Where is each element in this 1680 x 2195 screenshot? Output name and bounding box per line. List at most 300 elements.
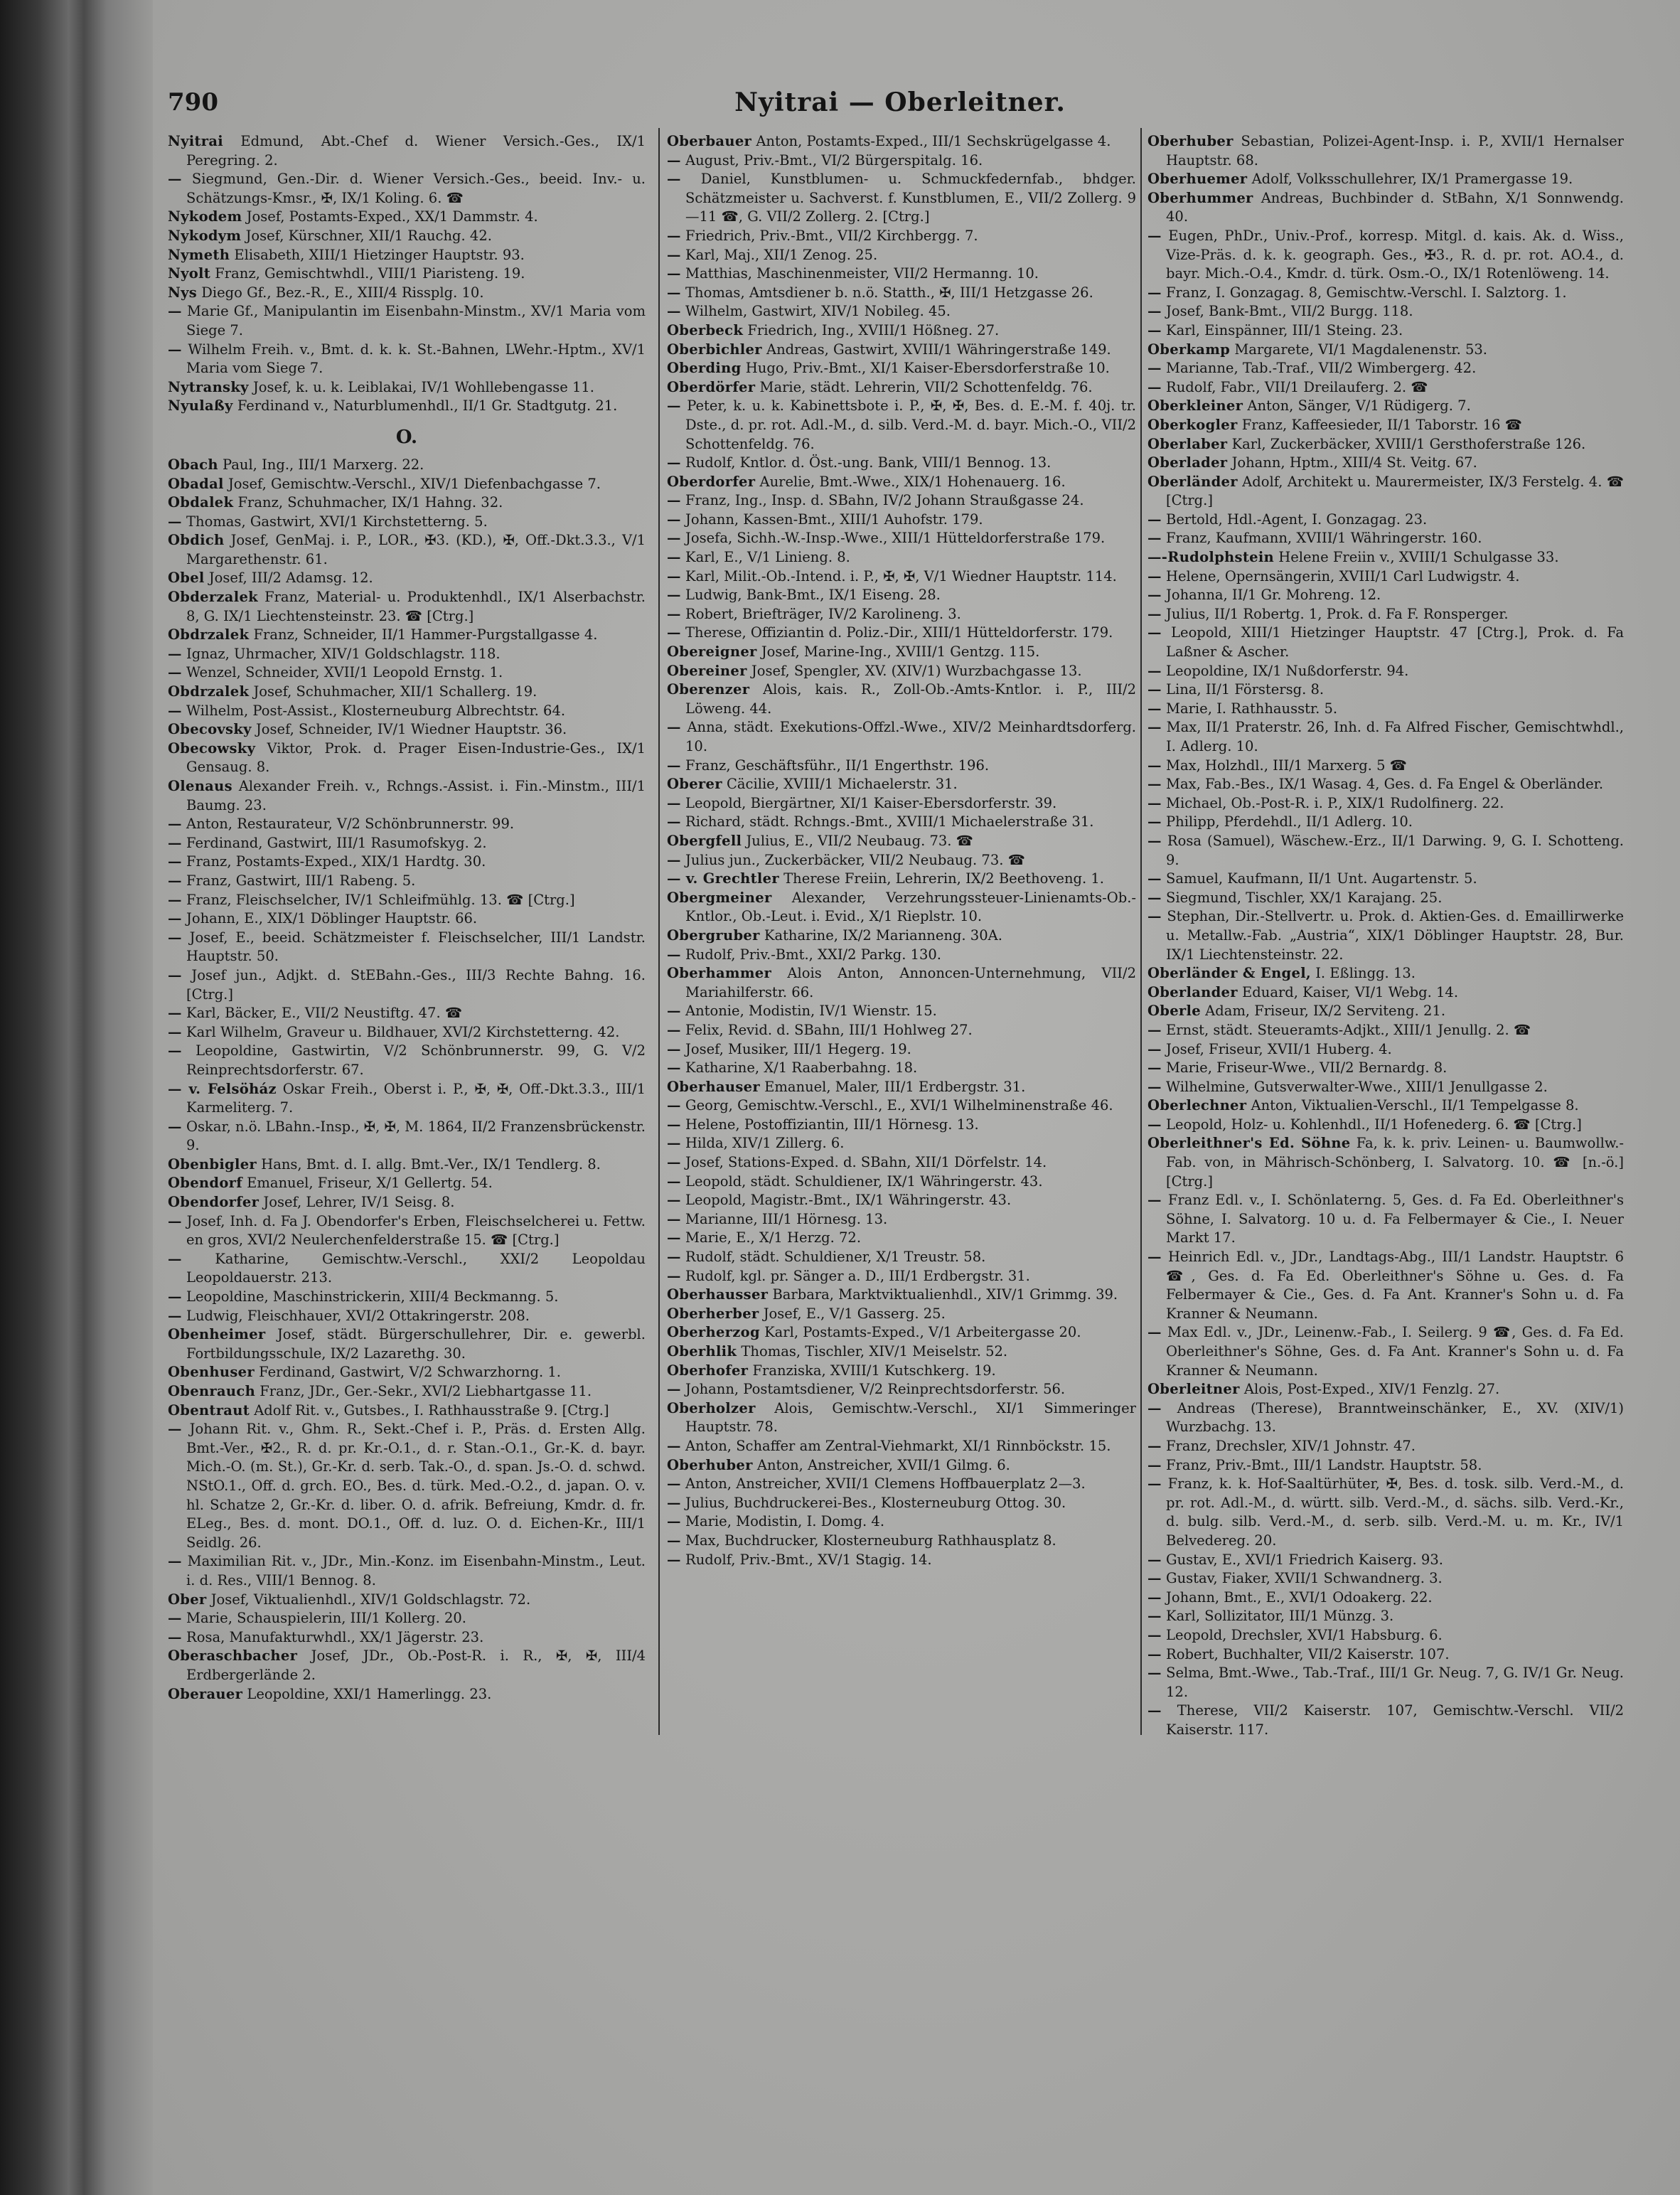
entry-surname: Oberding <box>667 360 742 377</box>
entry-details: Adolf, Volksschullehrer, IX/1 Pramergasse 19. <box>1251 171 1573 188</box>
entry-surname: — <box>1147 303 1162 320</box>
directory-entry <box>667 1002 1136 1021</box>
entry-surname: — <box>667 794 681 811</box>
directory-entry <box>667 473 1136 492</box>
directory-entry <box>667 946 1136 965</box>
entry-surname: Nykodem <box>168 208 242 225</box>
entry-surname: — <box>1147 1645 1162 1662</box>
directory-entry <box>168 1307 646 1326</box>
entry-details: Maximilian Rit. v., JDr., Min.-Konz. im Eisenbahn-Minstm., Leut. i. d. Res., VIII/1 Bennog. 8. <box>186 1553 646 1588</box>
entry-surname: — <box>667 454 681 471</box>
directory-entry <box>1147 680 1624 700</box>
entry-details: Franziska, XVIII/1 Kutschkerg. 19. <box>752 1362 996 1379</box>
entry-details: Felix, Revid. d. SBahn, III/1 Hohlweg 27. <box>685 1021 973 1038</box>
entry-surname: — <box>667 303 681 320</box>
entry-details: Marianne, Tab.-Traf., VII/2 Wimbergerg. 42. <box>1166 360 1477 377</box>
directory-entry <box>168 645 646 664</box>
entry-surname: Oberhuemer <box>1147 171 1248 188</box>
entry-details: Alexander, Verzehrungssteuer-Linienamts-Ob.-Kntlor., Ob.-Leut. i. Evid., X/1 Rieplstr. 10. <box>685 889 1136 925</box>
entry-surname: Obergmeiner <box>667 889 772 906</box>
entry-surname: Obach <box>168 456 218 473</box>
entry-details: Marianne, III/1 Hörnesg. 13. <box>685 1210 888 1227</box>
entry-details: Marie, Modistin, I. Domg. 4. <box>685 1513 885 1530</box>
directory-entry <box>667 1305 1136 1324</box>
directory-entry <box>1147 1626 1624 1645</box>
column-divider <box>658 128 660 1735</box>
directory-entry <box>667 662 1136 681</box>
entry-surname: — <box>667 757 681 774</box>
directory-entry <box>667 1116 1136 1135</box>
entry-surname: — <box>1147 587 1162 604</box>
entry-surname: Obergruber <box>667 926 760 944</box>
directory-entry <box>1147 1551 1624 1570</box>
entry-details: Viktor, Prok. d. Prager Eisen-Industrie-Ges., IX/1 Gensaug. 8. <box>186 739 646 776</box>
entry-details: Heinrich Edl. v., JDr., Landtags-Abg., III/1 Landstr. Hauptstr. 6 ☎, Ges. d. Fa Ed. Oberleithner's Söhne u. Ges. d. Fa Felbermayer & Cie., Ges. d. Fa Ant. Kranner's Sohn u. d. Fa Kranner & Neumann. <box>1166 1249 1624 1322</box>
entry-surname: — <box>168 1212 182 1229</box>
directory-entry <box>168 208 646 227</box>
entry-surname: — <box>1147 1702 1162 1719</box>
entry-surname: — <box>1147 794 1162 811</box>
entry-details: Josef, Bank-Bmt., VII/2 Burgg. 118. <box>1166 303 1413 320</box>
entry-details: Hans, Bmt. d. I. allg. Bmt.-Ver., IX/1 Tendlerg. 8. <box>261 1155 601 1173</box>
directory-entry <box>667 1191 1136 1210</box>
directory-entry <box>168 284 646 303</box>
entry-surname: — <box>1147 1665 1162 1682</box>
directory-entry <box>667 1173 1136 1192</box>
directory-entry <box>667 1286 1136 1305</box>
entry-surname: — <box>667 1381 681 1398</box>
directory-entry <box>168 513 646 532</box>
column-3 <box>1147 132 1624 1739</box>
entry-details: Wilhelmine, Gutsverwalter-Wwe., XIII/1 Jenullgasse 2. <box>1166 1078 1548 1095</box>
entry-surname: — <box>1147 889 1162 906</box>
directory-entry <box>1147 605 1624 624</box>
entry-surname: Obenrauch <box>168 1383 256 1399</box>
entry-surname: Nys <box>168 284 198 301</box>
entry-surname: Oberbauer <box>667 133 752 149</box>
entry-details: Rudolf, kgl. pr. Sänger a. D., III/1 Erdbergstr. 31. <box>685 1267 1030 1284</box>
entry-details: Josef, III/2 Adamsg. 12. <box>208 570 373 587</box>
entry-details: Johann, Bmt., E., XVI/1 Odoakerg. 22. <box>1166 1588 1433 1606</box>
entry-details: Anton, Viktualien-Verschl., II/1 Tempelgasse 8. <box>1251 1097 1579 1114</box>
entry-details: Adolf Rit. v., Gutsbes., I. Rathhausstraße 9. [Ctrg.] <box>254 1401 609 1419</box>
book-binding-edge <box>0 0 153 2195</box>
entry-details: Josef, Spengler, XV. (XIV/1) Wurzbachgasse 13. <box>751 662 1082 679</box>
entry-details: Margarete, VI/1 Magdalenenstr. 53. <box>1234 341 1487 358</box>
entry-surname: —-Rudolphstein <box>1147 549 1275 566</box>
entry-details: Rosa (Samuel), Wäschew.-Erz., II/1 Darwing. 9, G. I. Schotteng. 9. <box>1166 832 1624 868</box>
directory-entry <box>168 246 646 265</box>
directory-entry <box>1147 813 1624 832</box>
entry-surname: — <box>168 853 182 870</box>
entry-details: Therese Freiin, Lehrerin, IX/2 Beethoveng. 1. <box>783 870 1104 887</box>
directory-entry <box>1147 870 1624 889</box>
entry-surname: — <box>168 1553 182 1570</box>
directory-entry <box>1147 1380 1624 1399</box>
directory-entry <box>1147 1323 1624 1380</box>
entry-surname: Oberdörfer <box>667 378 756 395</box>
directory-entry <box>168 739 646 777</box>
entry-surname: Obdrzalek <box>168 626 250 643</box>
entry-details: Franz, Ing., Insp. d. SBahn, IV/2 Johann Straußgasse 24. <box>685 492 1084 509</box>
entry-surname: — <box>667 1475 681 1492</box>
directory-entry <box>667 1096 1136 1116</box>
entry-surname: — <box>168 1288 182 1305</box>
entry-surname: — <box>168 816 182 833</box>
entry-surname: Oberauer <box>168 1685 243 1702</box>
entry-details: Josef, E., V/1 Gasserg. 25. <box>763 1305 946 1322</box>
entry-details: Franz, I. Gonzagag. 8, Gemischtw.-Verschl. I. Salztorg. 1. <box>1166 284 1567 301</box>
directory-entry <box>1147 378 1624 397</box>
entry-details: Edmund, Abt.-Chef d. Wiener Versich.-Ges., IX/1 Peregring. 2. <box>186 133 646 169</box>
entry-surname: Oberenzer <box>667 681 750 698</box>
directory-entry <box>667 359 1136 378</box>
entry-surname: — <box>667 605 681 622</box>
entry-details: Anton, Postamts-Exped., III/1 Sechskrügelgasse 4. <box>756 133 1111 149</box>
entry-details: Josef, Viktualienhdl., XIV/1 Goldschlagstr. 72. <box>210 1591 531 1608</box>
directory-entry <box>667 1078 1136 1097</box>
entry-details: I. Eßlingg. 13. <box>1315 965 1416 982</box>
entry-surname: — <box>1147 321 1162 338</box>
directory-entry <box>667 757 1136 776</box>
directory-entry <box>667 680 1136 718</box>
directory-entry <box>667 1059 1136 1078</box>
directory-entry <box>667 511 1136 530</box>
entry-surname: — v. Grechtler <box>667 870 779 887</box>
entry-details: Karl, Maj., XII/1 Zenog. 25. <box>685 246 878 263</box>
entry-surname: Oberhausser <box>667 1286 769 1303</box>
entry-details: Antonie, Modistin, IV/1 Wienstr. 15. <box>685 1003 937 1020</box>
entry-details: Ludwig, Fleischhauer, XVI/2 Ottakringerstr. 208. <box>186 1307 530 1324</box>
entry-surname: — <box>667 624 681 641</box>
entry-surname: — <box>667 492 681 509</box>
entry-details: Ferdinand, Gastwirt, III/1 Rasumofskyg. 2. <box>186 834 487 851</box>
entry-surname: — <box>1147 1399 1162 1416</box>
entry-surname: — <box>1147 719 1162 736</box>
entry-surname: — <box>667 227 681 244</box>
entry-details: Robert, Briefträger, IV/2 Karolineng. 3. <box>685 605 961 622</box>
entry-details: Ferdinand, Gastwirt, V/2 Schwarzhorng. 1. <box>259 1364 561 1381</box>
directory-entry <box>1147 1096 1624 1116</box>
entry-surname: — <box>1147 908 1162 925</box>
directory-entry <box>168 1647 646 1684</box>
entry-details: Rosa, Manufakturwhdl., XX/1 Jägerstr. 23. <box>186 1628 484 1645</box>
column-divider <box>1140 128 1142 1735</box>
entry-surname: Obendorfer <box>168 1194 260 1211</box>
entry-details: Helene, Opernsängerin, XVIII/1 Carl Ludwigstr. 4. <box>1166 567 1520 584</box>
entry-details: Andreas, Buchbinder d. StBahn, X/1 Sonnwendg. 40. <box>1166 189 1624 225</box>
directory-entry <box>667 1512 1136 1532</box>
directory-entry <box>168 1325 646 1363</box>
directory-entry <box>667 889 1136 926</box>
entry-surname: — <box>1147 832 1162 849</box>
entry-details: Franz, JDr., Ger.-Sekr., XVI/2 Liebhartgasse 11. <box>260 1383 592 1399</box>
entry-details: Max, Buchdrucker, Klosterneuburg Rathhausplatz 8. <box>685 1532 1056 1549</box>
entry-surname: — <box>168 303 182 320</box>
entry-surname: — <box>1147 624 1162 641</box>
entry-surname: — <box>1147 870 1162 887</box>
entry-surname: Oberhlik <box>667 1343 737 1360</box>
page-title: Nyitrai — Oberleitner. <box>734 87 1066 117</box>
directory-entry <box>1147 1702 1624 1739</box>
entry-surname: Obenhuser <box>168 1364 255 1381</box>
directory-entry <box>168 227 646 246</box>
entry-surname: — <box>1147 530 1162 547</box>
entry-surname: — <box>1147 1588 1162 1606</box>
entry-details: Gustav, Fiaker, XVII/1 Schwandnerg. 3. <box>1166 1570 1443 1587</box>
directory-entry <box>1147 1040 1624 1059</box>
entry-details: Fa, k. k. priv. Leinen- u. Baumwollw.-Fab. von, in Mährisch-Schönberg, I. Salvatorg. 10. ☎ [n.-ö.] [Ctrg.] <box>1166 1135 1625 1190</box>
entry-details: Siegmund, Gen.-Dir. d. Wiener Versich.-Ges., beeid. Inv.- u. Schätzungs-Kmsr., ✠, IX/1 Koling. 6. ☎ <box>186 171 646 206</box>
entry-surname: Oberleitner <box>1147 1381 1240 1398</box>
directory-entry <box>667 1229 1136 1248</box>
directory-entry <box>168 1288 646 1307</box>
directory-entry <box>168 397 646 416</box>
entry-details: Karl, Postamts-Exped., V/1 Arbeitergasse 20. <box>764 1324 1081 1341</box>
directory-entry <box>168 872 646 891</box>
directory-entry <box>1147 1191 1624 1248</box>
entry-details: Peter, k. u. k. Kabinettsbote i. P., ✠, ✠, Bes. d. E.-M. f. 40j. tr. Dste., d. pr. rot. Adl.-M., d. silb. Verd.-M. d. bayr. Mich.-O., VII/2 Schottenfeldg. 76. <box>685 397 1136 452</box>
directory-entry <box>1147 454 1624 473</box>
directory-entry <box>1147 511 1624 530</box>
entry-details: Marie, I. Rathhausstr. 5. <box>1166 700 1338 717</box>
entry-details: Anton, Anstreicher, XVII/1 Clemens Hoffbauerplatz 2—3. <box>685 1475 1086 1492</box>
entry-surname: — <box>1147 1249 1162 1266</box>
entry-surname: — <box>168 910 182 927</box>
entry-surname: Nyitrai <box>168 133 223 149</box>
entry-surname: — <box>168 1042 182 1059</box>
directory-entry <box>168 1609 646 1628</box>
entry-details: Barbara, Marktviktualienhdl., XIV/1 Grimmg. 39. <box>772 1286 1118 1303</box>
entry-details: Josef, Lehrer, IV/1 Seisg. 8. <box>263 1194 455 1211</box>
directory-entry <box>1147 548 1624 567</box>
entry-surname: — <box>667 1532 681 1549</box>
directory-entry <box>168 663 646 683</box>
entry-details: Alexander Freih. v., Rchngs.-Assist. i. Fin.-Minstm., III/1 Baumg. 23. <box>186 778 646 813</box>
entry-details: Eduard, Kaiser, VI/1 Webg. 14. <box>1242 983 1459 1000</box>
directory-entry <box>667 1267 1136 1286</box>
directory-entry <box>667 718 1136 756</box>
directory-entry <box>168 815 646 834</box>
entry-surname: Obentraut <box>168 1401 250 1419</box>
entry-surname: — <box>667 246 681 263</box>
entry-details: Siegmund, Tischler, XX/1 Karajang. 25. <box>1166 889 1443 906</box>
entry-surname: Obenbigler <box>168 1155 257 1173</box>
entry-surname: Oberer <box>667 776 722 793</box>
directory-entry <box>1147 1456 1624 1475</box>
entry-surname: — <box>168 1118 182 1135</box>
directory-entry <box>168 1042 646 1079</box>
entry-details: Wilhelm Freih. v., Bmt. d. k. k. St.-Bahnen, LWehr.-Hptm., XV/1 Maria vom Siege 7. <box>186 341 646 377</box>
entry-details: Andreas (Therese), Branntweinschänker, E., XV. (XIV/1) Wurzbachg. 13. <box>1166 1399 1624 1436</box>
directory-entry <box>667 832 1136 851</box>
entry-details: Franz, Postamts-Exped., XIX/1 Hardtg. 30. <box>186 853 486 870</box>
entry-surname: — <box>1147 1456 1162 1473</box>
directory-entry <box>168 302 646 340</box>
directory-entry <box>667 227 1136 246</box>
entry-details: Franz Edl. v., I. Schönlaterng. 5, Ges. d. Fa Ed. Oberleithner's Söhne, I. Salvatorg. 10 u. d. Fa Felbermayer & Cie., I. Neuer Markt 17. <box>1166 1192 1624 1246</box>
entry-details: Stephan, Dir.-Stellvertr. u. Prok. d. Aktien-Ges. d. Emaillirwerke u. Metallw.-Fab. „Austria“, XIX/1 Döblinger Hauptstr. 28, Bur. IX/1 Liechtensteinstr. 22. <box>1166 908 1625 963</box>
directory-entry <box>667 851 1136 870</box>
entry-details: Julius, E., VII/2 Neubaug. 73. ☎ <box>746 832 973 849</box>
directory-entry <box>1147 397 1624 416</box>
entry-details: Marie, Schauspielerin, III/1 Kollerg. 20. <box>186 1610 466 1627</box>
entry-details: Lina, II/1 Förstersg. 8. <box>1166 681 1325 698</box>
entry-details: Franz, Gemischtwhdl., VIII/1 Piaristeng. 19. <box>215 265 525 282</box>
entry-surname: Obdalek <box>168 494 234 511</box>
entry-surname: Obergfell <box>667 832 742 849</box>
entry-surname: — <box>667 946 681 963</box>
directory-entry <box>1147 189 1624 227</box>
directory-entry <box>1147 907 1624 964</box>
entry-details: Cäcilie, XVIII/1 Michaelerstr. 31. <box>727 776 958 793</box>
entry-surname: — <box>168 966 182 983</box>
entry-surname: — <box>1147 813 1162 831</box>
directory-entry <box>168 909 646 929</box>
directory-entry <box>168 1004 646 1023</box>
entry-details: Leopold, XIII/1 Hietzinger Hauptstr. 47 [Ctrg.], Prok. d. Fa Laßner & Ascher. <box>1166 624 1624 661</box>
directory-entry <box>1147 1607 1624 1626</box>
entry-surname: — <box>1147 284 1162 301</box>
entry-surname: — <box>168 1023 182 1040</box>
entry-details: Josef, k. u. k. Leiblakai, IV/1 Wohllebengasse 11. <box>252 378 594 395</box>
directory-entry <box>1147 794 1624 813</box>
directory-entry <box>667 1210 1136 1229</box>
entry-surname: Oberländer <box>1147 473 1238 490</box>
entry-surname: — <box>168 702 182 719</box>
entry-surname: — <box>667 1059 681 1077</box>
entry-details: Alois, Gemischtw.-Verschl., XI/1 Simmeringer Hauptstr. 78. <box>685 1399 1136 1436</box>
entry-surname: Oberlaber <box>1147 435 1228 452</box>
entry-details: Johann Rit. v., Ghm. R., Sekt.-Chef i. P., Präs. d. Ersten Allg. Bmt.-Ver., ✠2., R. d. pr. Kr.-O.1., d. r. Stan.-O.1., Gr.-K. d. bayr. Mich.-O. (m. St.), Gr.-Kr. d. serb. Tak.-O., d. span. Js.-O. d. schwd. NStO.1., Off. d. grch. EO., Bes. d. türk. Med.-O.2., d. japan. O. v. hl. Schatze 2, Gr.-Kr. d. liber. O. d. afrik. Befreiung, Kmdr. d. fr. ELeg., Bes. d. mont. DO.1., Off. d. luz. O. d. Eichen-Kr., III/1 Seidlg. 26. <box>186 1421 646 1551</box>
entry-surname: — <box>1147 757 1162 774</box>
entry-surname: — <box>667 265 681 282</box>
directory-entry <box>168 1193 646 1212</box>
entry-details: Leopold, städt. Schuldiener, IX/1 Währingerstr. 43. <box>685 1173 1043 1190</box>
directory-entry <box>667 1362 1136 1381</box>
entry-details: Johann, Kassen-Bmt., XIII/1 Auhofstr. 179. <box>685 511 983 528</box>
entry-surname: — <box>667 1021 681 1038</box>
entry-details: Leopold, Biergärtner, XI/1 Kaiser-Ebersdorferstr. 39. <box>685 794 1057 811</box>
entry-details: Paul, Ing., III/1 Marxerg. 22. <box>223 456 424 473</box>
entry-details: Selma, Bmt.-Wwe., Tab.-Traf., III/1 Gr. Neug. 7, G. IV/1 Gr. Neug. 12. <box>1166 1665 1624 1700</box>
entry-surname: Oberkleiner <box>1147 397 1243 415</box>
entry-details: Emanuel, Friseur, X/1 Gellertg. 54. <box>247 1175 493 1192</box>
entry-details: Josef, JDr., Ob.-Post-R. i. R., ✠, ✠, III/4 Erdbergerlände 2. <box>186 1647 646 1683</box>
directory-entry <box>1147 1588 1624 1608</box>
entry-surname: — <box>1147 681 1162 698</box>
entry-surname: — <box>667 530 681 547</box>
entry-details: Richard, städt. Rchngs.-Bmt., XVIII/1 Michaelerstraße 31. <box>685 813 1094 831</box>
entry-surname: Oberbichler <box>667 341 762 358</box>
entry-details: Katharine, X/1 Raaberbahng. 18. <box>685 1059 918 1077</box>
entry-details: Thomas, Gastwirt, XVI/1 Kirchstetterng. 5. <box>186 513 488 530</box>
directory-entry <box>667 1153 1136 1173</box>
entry-details: Ludwig, Bank-Bmt., IX/1 Eiseng. 28. <box>685 587 941 604</box>
page-number: 790 <box>168 88 218 117</box>
entry-details: Therese, VII/2 Kaiserstr. 107, Gemischtw.-Verschl. VII/2 Kaiserstr. 117. <box>1166 1702 1624 1738</box>
entry-details: Anna, städt. Exekutions-Offzl.-Wwe., XIV/2 Meinhardtsdorferg. 10. <box>685 719 1136 754</box>
entry-surname: Oberhuber <box>667 1456 753 1473</box>
entry-details: Julius, II/1 Robertg. 1, Prok. d. Fa F. Ronsperger. <box>1166 605 1509 622</box>
directory-entry <box>168 1401 646 1421</box>
entry-surname: — <box>1147 567 1162 584</box>
entry-details: Oskar Freih., Oberst i. P., ✠, ✠, Off.-Dkt.3.3., III/1 Karmeliterg. 7. <box>186 1080 646 1116</box>
entry-surname: — <box>667 567 681 584</box>
entry-surname: Nymeth <box>168 246 230 263</box>
entry-details: Josef, E., beeid. Schätzmeister f. Fleischselcher, III/1 Landstr. Hauptstr. 50. <box>186 929 646 965</box>
directory-entry <box>1147 567 1624 587</box>
directory-entry <box>1147 359 1624 378</box>
entry-details: Philipp, Pferdehdl., II/1 Adlerg. 10. <box>1166 813 1413 831</box>
entry-details: Max, II/1 Praterstr. 26, Inh. d. Fa Alfred Fischer, Gemischtwhdl., I. Adlerg. 10. <box>1166 719 1624 754</box>
entry-surname: — <box>1147 1078 1162 1095</box>
directory-entry <box>667 529 1136 548</box>
directory-entry <box>168 531 646 569</box>
entry-details: Rudolf, Priv.-Bmt., XXI/2 Parkg. 130. <box>685 946 942 963</box>
entry-details: Josef, Musiker, III/1 Hegerg. 19. <box>685 1040 911 1057</box>
entry-surname: — <box>667 151 681 169</box>
directory-entry <box>667 1248 1136 1267</box>
entry-details: Josef, städt. Bürgerschullehrer, Dir. e. gewerbl. Fortbildungsschule, IX/2 Lazarethg. 30. <box>186 1326 646 1362</box>
entry-surname: — <box>1147 1040 1162 1057</box>
entry-details: Diego Gf., Bez.-R., E., XIII/4 Rissplg. 10. <box>201 284 484 301</box>
entry-surname: — <box>667 1210 681 1227</box>
directory-entry <box>1147 662 1624 681</box>
directory-entry <box>1147 889 1624 908</box>
entry-surname: Oberhammer <box>667 965 772 982</box>
entry-details: Marie, städt. Lehrerin, VII/2 Schottenfeldg. 76. <box>759 378 1093 395</box>
entry-details: Marie, E., X/1 Herzg. 72. <box>685 1229 862 1246</box>
entry-details: Andreas, Gastwirt, XVIII/1 Währingerstraße 149. <box>766 341 1111 358</box>
entry-surname: Oberhauser <box>667 1078 760 1095</box>
directory-entry <box>168 1250 646 1288</box>
directory-entry <box>168 1685 646 1704</box>
directory-entry <box>667 1551 1136 1570</box>
directory-entry <box>168 702 646 721</box>
entry-surname: — <box>168 171 182 188</box>
entry-surname: Nykodym <box>168 227 242 244</box>
entry-details: Franz, Drechsler, XIV/1 Johnstr. 47. <box>1166 1437 1416 1454</box>
entry-details: Aurelie, Bmt.-Wwe., XIX/1 Hohenauerg. 16. <box>759 473 1066 490</box>
entry-surname: Obdrzalek <box>168 683 250 700</box>
entry-surname: Nyolt <box>168 265 211 282</box>
directory-entry <box>667 1456 1136 1475</box>
directory-entry <box>1147 1437 1624 1456</box>
entry-surname: — <box>168 929 182 946</box>
entry-surname: Oberherzog <box>667 1324 760 1341</box>
directory-entry <box>667 132 1136 151</box>
entry-surname: — <box>1147 605 1162 622</box>
entry-details: Anton, Sänger, V/1 Rüdigerg. 7. <box>1247 397 1471 415</box>
entry-surname: — <box>667 1003 681 1020</box>
directory-entry <box>1147 341 1624 360</box>
entry-surname: Obecovsky <box>168 721 252 738</box>
directory-entry <box>1147 718 1624 756</box>
entry-details: Franz, Geschäftsführ., II/1 Engerthstr. 196. <box>685 757 990 774</box>
directory-entry <box>667 624 1136 643</box>
entry-surname: Obecowsky <box>168 739 256 757</box>
directory-entry <box>168 341 646 378</box>
entry-surname: Oberherber <box>667 1305 759 1322</box>
entry-details: Franz, Material- u. Produktenhdl., IX/1 Alserbachstr. 8, G. IX/1 Liechtensteinstr. 23. ☎ [Ctrg.] <box>186 589 646 624</box>
entry-surname: Obendorf <box>168 1175 242 1192</box>
directory-entry <box>1147 624 1624 661</box>
entry-surname: — <box>168 1421 182 1438</box>
directory-entry <box>1147 227 1624 284</box>
entry-surname: — <box>667 851 681 868</box>
entry-details: Friedrich, Priv.-Bmt., VII/2 Kirchbergg. 7. <box>685 227 978 244</box>
